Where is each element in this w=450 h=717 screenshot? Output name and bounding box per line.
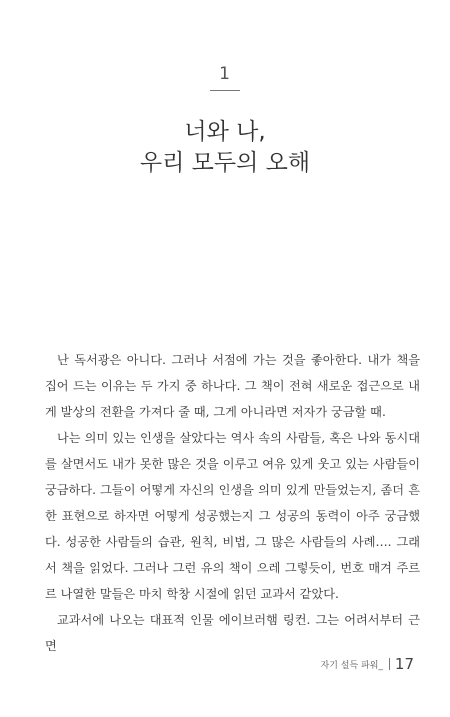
chapter-title [0,117,450,179]
page-footer [321,655,414,673]
chapter-divider [210,90,240,91]
running-book-title: 자기 설득 파워_ [320,660,383,671]
paragraph-3: 교과서에 나오는 대표적 인물 에이브러햄 링컨. 그는 어려서부터 근면 [45,613,420,653]
chapter-number: 1 [219,64,231,84]
paragraph-1: 난 독서광은 아니다. 그러나 서점에 가는 것을 좋아한다. 내가 책을 집어 드는 이유는 두 가지 중 하나다. 그 책이 전혀 새로운 접근으로 내게 발상의 전환을 가져다 줄 때, 그게 아니라면 저자가 궁금할 때. [45,353,420,419]
paragraph-2: 나는 의미 있는 인생을 살았다는 역사 속의 사람들, 혹은 나와 동시대를 살면서도 내가 못한 많은 것을 이루고 여유 있게 웃고 있는 사람들이 궁금하다. 그들이 어떻게 자신의 인생을 의미 있게 만들었는지, 좀더 흔한 표현으로 하자면 어떻게 성공했는지 그 성공의 동력이 아주 궁금했다. 성공한 사람들의 습관, 원칙, 비법, 그 많은 사람들의 사례…. 그래서 책을 읽었다. 그러나 그런 유의 책이 으레 그렇듯이, 번호 매겨 주르르 나열한 말들은 마치 학창 시절에 읽던 교과서 같았다. [45,431,420,601]
chapter-title-line-2: 우리 모두의 오해 [139,150,311,177]
body-text [45,347,420,659]
page-number: 17 [394,655,414,673]
chapter-title-line-1: 너와 나, [184,119,266,146]
footer-divider [389,658,390,670]
